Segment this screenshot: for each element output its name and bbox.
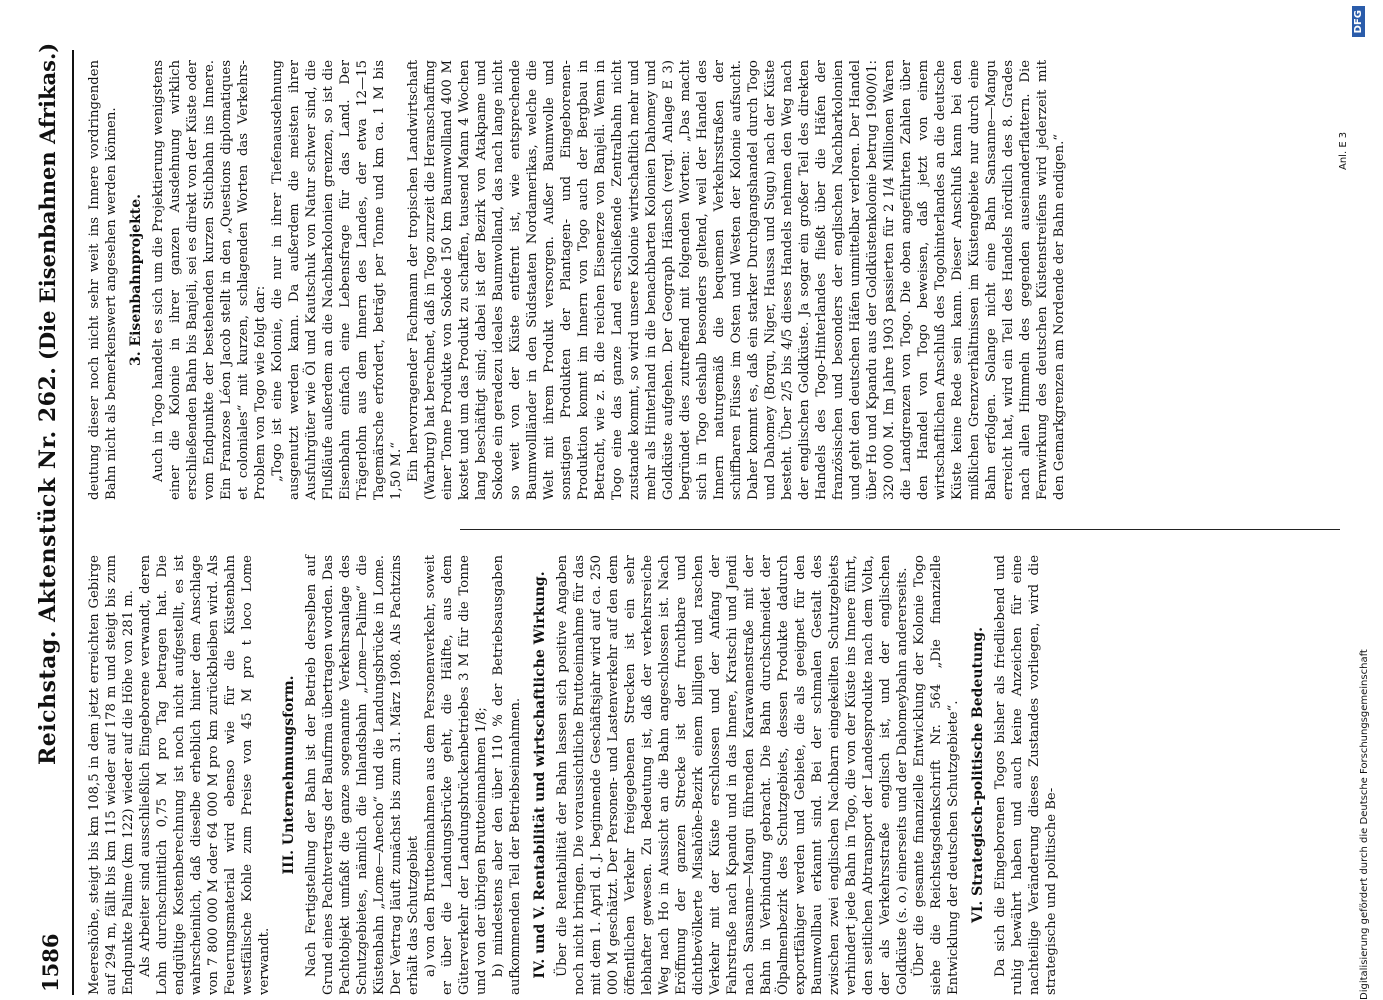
- paragraph: Nach Fertigstellung der Bahn ist der Betrieb derselben auf Grund eines Pachtvertrags der Baufirma übertragen worden. Das Pachtobjekt umfaßt die ganze sogenannte Verkehrsanlage des Schutzgebietes, nämlich die Inlandsbahn „Lome—Palime“ die Küstenbahn „Lome—Anecho“ und die Landungsbrücke in Lome. Der Vertrag läuft zunächst bis zum 31. März 1908. Als Pachtzins erhält das Schutzgebiet: [304, 555, 421, 995]
- left-column: [86, 555, 1060, 995]
- running-title: Reichstag. Aktenstück Nr. 262.: [35, 366, 61, 765]
- quotation: „Togo ist eine Kolonie, die nur in ihrer Tiefenausdehnung ausgenutzt werden kann. Da außerdem die meisten ihrer Ausfuhrgüter wie Öl und Kautschuk von Natur schwer sind, die Flußläufe außerdem an die Nachbarkolonien grenzen, so ist die Eisenbahn einfach eine Lebensfrage für das Land. Der Trägerlohn aus dem Innern des Landes, der etwa 12—15 Tagemärsche erfordert, beträgt per Tonne und km ca. 1 M bis 1,50 M.“: [270, 60, 404, 500]
- paragraph: Da sich die Eingeborenen Togos bisher als friedliebend und ruhig bewährt haben und auch keine Anzeichen für eine nachteilige Veränderung dieses Zustandes vorliegen, wird die strategische und politische Be-: [993, 555, 1059, 995]
- column-divider: [460, 529, 1340, 530]
- running-title-right: (Die Eisenbahnen Afrikas.): [35, 42, 60, 360]
- paragraph: Als Arbeiter sind ausschließlich Eingeborene verwandt, deren Lohn durchschnittlich 0,75 M pro Tag betragen hat. Die endgültige Kostenberechnung ist noch nicht aufgestellt, es ist wahrscheinlich, daß dieselbe erheblich hinter dem Anschlage von 7 800 000 M oder 64 000 M pro km zurückbleiben wird. Als Feuerungsmaterial wird ebenso wie für die Küstenbahn westfälische Kohle zum Preise von 45 M pro t loco Lome verwandt.: [138, 555, 272, 995]
- paragraph: Über die gesamte finanzielle Entwicklung der Kolonie Togo siehe die Reichstagsdenkschrift Nr. 564 „Die finanzielle Entwicklung der deutschen Schutzgebiete“.: [912, 555, 961, 995]
- paragraph: Ein hervorragender Fachmann der tropischen Landwirtschaft (Warburg) hat berechnet, daß in Togo zurzeit die Heranschaffung einer Tonne Produkte von Sokode 150 km Baumwollland 400 M kostet und um das Produkt zu schaffen, tausend Mann 4 Wochen lang beschäftigt sind; dabei ist der Bezirk von Atakpame und Sokode ein geradezu ideales Baumwolland, das nach lange nicht so weit von der Küste entfernt ist, wie entsprechende Baumwollländer in den Südstaaten Nordamerikas, welche die Welt mit ihrem Produkt versorgen. Außer Baumwolle und sonstigen Produkten der Plantagen- und Eingeborenen-Produktion kommt im Innern von Togo auch der Bergbau in Betracht, wie z. B. die reichen Eisenerze von Banjeli. Wenn in Togo eine das ganze Land erschließende Zentralbahn nicht zustande kommt, so wird unsere Kolonie wirtschaftlich mehr und mehr als Hinterland in die benachbarten Kolonien Dahomey und Goldküste aufgehen. Der Geograph Hänsch (vergl. Anlage E 3) begründet dies zutreffend mit folgenden Worten: „Das macht sich in Togo deshalb besonders geltend, weil der Handel des Innern naturgemäß die bequemen Verkehrsstraßen der schiffbaren Flüsse im Osten und Westen der Kolonie aufsucht. Daher kommt es, daß ein starker Durchgangshandel durch Togo und Dahomey (Borgu, Niger, Haussa und Sugu) nach der Küste besteht. Über 2/5 bis 4/5 dieses Handels nehmen den Weg nach der englischen Goldküste. Ja sogar ein großer Teil des direkten Handels des Togo-Hinterlandes fließt über die Häfen der französischen und besonders der englischen Nachbarkolonien und geht den deutschen Häfen unmittelbar verloren. Der Handel über Ho und Kpandu aus der Goldküstenkolonie betrug 1900/01: 320 000 M. Im Jahre 1903 passierten für 2 1/4 Millionen Waren die Landgrenzen von Togo. Die oben angeführten Zahlen über den Handel von Togo beweisen, daß jetzt von einem wirtschaftlichen Anschluß des Togohinterlandes an die deutsche Küste keine Rede sein kann. Dieser Anschluß kann bei den mißlichen Grenzverhältnissen im Küstengebiete nur durch eine Bahn erfolgen. Solange nicht eine Bahn Sansanne—Mangu erreicht hat, wird ein Teil des Handels nördlich des 8. Grades nach allen Himmeln des gegenden auseinanderflattern. Die Fernwirkung des deutschen Küstenstreifens wird jederzeit mit den Gemarkgrenzen am Nordende der Bahn endigen.“: [406, 60, 1067, 500]
- right-column: [86, 60, 1068, 500]
- paragraph: Über die Rentabilität der Bahn lassen sich positive Angaben noch nicht bringen. Die voraussichtliche Bruttoeinnahme für das mit dem 1. April d. J. beginnende Geschäftsjahr wird auf ca. 250 000 M geschätzt. Der Personen- und Lastenverkehr auf den dem öffentlichen Verkehr freigegebenen Strecken ist ein sehr lebhafter gewesen. Zu Bedeutung ist, daß der verkehrsreiche Weg nach Ho in Aussicht an die Bahn angeschlossen ist. Nach Eröffnung der ganzen Strecke ist der fruchtbare und dichtbevölkerte Misahöhe-Bezirk einem billigen und raschen Verkehr mit der Küste erschlossen und der Anfang der Fahrstraße nach Kpandu und in das Innere, Kratschi und Jendi nach Sansanne—Mangu führenden Karawanenstraße mit der Bahn in Verbindung gebracht. Die Bahn durchschneidet der Ölpalmenbezirk des Schutzgebiets, dessen Produkte dadurch exportfähiger werden und Gebiete, die als geeignet für den Baumwollbau erkannt sind. Bei der schmalen Gestalt des zwischen zwei englischen Nachbarn eingekeilten Schutzgebiets verhindert jede Bahn in Togo, die von der Küste ins Innere führt, den seitlichen Abtransport der Landesprodukte nach dem Volta, der als Verkehrsstraße englisch ist, und der englischen Goldküste (s. o.) einerseits und der Dahomeybahn andererseits.: [555, 555, 910, 995]
- section-heading: VI. Strategisch-politische Bedeutung.: [970, 626, 986, 924]
- paragraph: b) mindestens aber den über 110 % der Betriebsausgaben aufkommenden Teil der Betriebseinnahmen.: [491, 555, 523, 995]
- paragraph: a) von den Bruttoeinnahmen aus dem Personenverkehr, soweit er über die Landungsbrücke geht, die Hälfte, aus dem Güterverkehr der Landungsbrückenbetriebes 3 M für die Tonne und von der übrigen Bruttoeinnahmen 1/8;: [423, 555, 489, 995]
- page-header: [0, 0, 63, 1000]
- paragraph: Meereshöhe, steigt bis km 108,5 in dem jetzt erreichten Gebirge auf 294 m, fällt bis km 115 wieder auf 178 m und steigt bis zum Endpunkte Palime (km 122) wieder auf die Höhe von 281 m.: [87, 555, 136, 995]
- paragraph: deutung dieser noch nicht sehr weit ins Innere vordringenden Bahn nicht als bemerkenswert angesehen werden können.: [87, 60, 119, 500]
- section-heading: III. Unternehmungsform.: [281, 675, 297, 875]
- section-heading: IV. und V. Rentabilität und wirtschaftliche Wirkung.: [532, 571, 548, 979]
- margin-note: Anl. E 3: [1338, 131, 1349, 170]
- header-rule: [72, 50, 74, 995]
- dfg-logo: DFG: [1352, 6, 1365, 37]
- page-number: 1586: [38, 933, 63, 992]
- paragraph: Auch in Togo handelt es sich um die Projektierung wenigstens einer die Kolonie in ihrer ganzen Ausdehnung wirklich erschließenden Bahn bis Banjeli, sei es direkt von der Küste oder vom Endpunkte der bestehenden kurzen Stichbahn ins Innere. Ein Franzose Léon Jacob stellt in den „Questions diplomatiques et coloniales“ mit kurzen, schlagenden Worten das Verkehrs-Problem von Togo wie folgt dar:: [151, 60, 268, 500]
- digitization-note: Digitalisierung gefördert durch die Deutsche Forschungsgemeinschaft: [1359, 649, 1370, 1000]
- section-heading: 3. Eisenbahnprojekte.: [128, 193, 144, 367]
